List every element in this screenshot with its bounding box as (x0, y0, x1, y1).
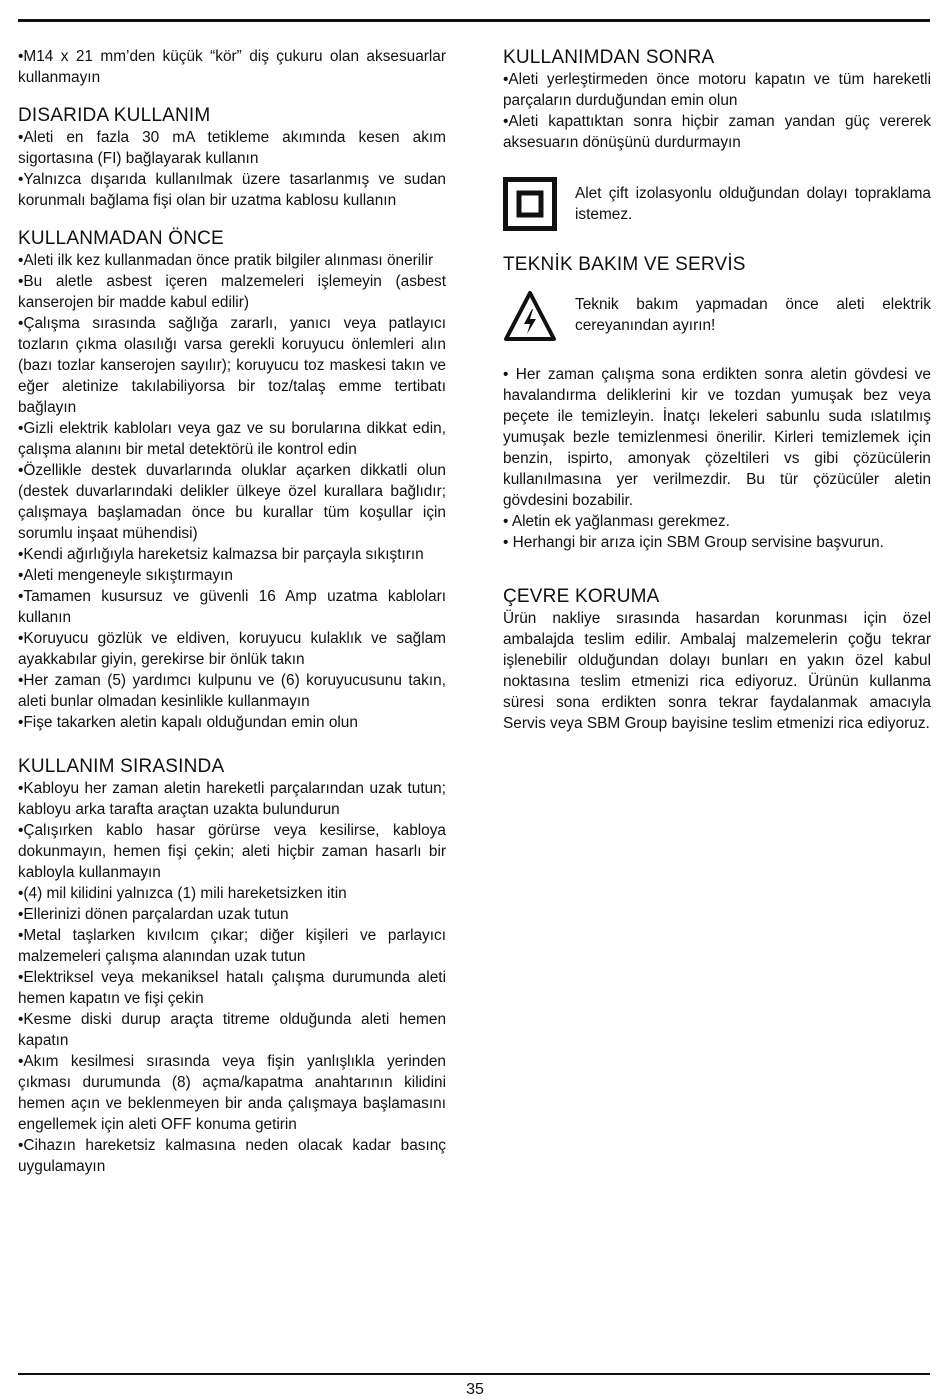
top-rule (18, 19, 930, 22)
list-item: •Yalnızca dışarıda kullanılmak üzere tasarlanmış ve sudan korunmalı bağlama fişi olan bir uzatma kablosu kullanın (18, 171, 446, 209)
list-item: • Aletin ek yağlanması gerekmez. (503, 513, 730, 530)
list-item: •Çalışma sırasında sağlığa zararlı, yanıcı veya patlayıcı tozların çıkma olasılığı varsa gerekli koruyucu önlemleri alın (bazı tozlar kanserojen sayılır); koruyucu toz maskesi takın ve eğer aletinize takılabiliyorsa bir toz/talaş emme tertibatı bağlayın (18, 315, 446, 416)
list-item: •Cihazın hareketsiz kalmasına neden olacak kadar basınç uygulamayın (18, 1137, 446, 1175)
list-item: •Fişe takarken aletin kapalı olduğundan emin olun (18, 714, 358, 731)
insulation-note: Alet çift izolasyonlu olduğundan dolayı topraklama istemez. (575, 185, 931, 223)
list-item: •Kabloyu her zaman aletin hareketli parçalarından uzak tutun; kabloyu arka tarafta araçtan uzakta bulundurun (18, 780, 446, 818)
list-item: • Her zaman çalışma sona erdikten sonra aletin gövdesi ve havalandırma deliklerini kir ve tozdan yumuşak bez veya peçete ile temizleyin. İnatçı lekeleri sabunlu suda ıslatılmış yumuşak bezle temizlenmesi önerilir. Kirleri temizlemek için benzin, ispirto, amonyak çözeltileri vs gibi çözücülerin kullanılmasına yer verilmezdir. Bu tür çözücüler aletin gövdesini bozabilir. (503, 366, 931, 509)
intro-section (18, 46, 446, 88)
warning-note: Teknik bakım yapmadan önce aleti elektrik cereyanından ayırın! (575, 296, 931, 334)
double-insulation-icon (503, 177, 557, 231)
list-item: •Ellerinizi dönen parçalardan uzak tutun (18, 906, 289, 923)
page-number: 35 (466, 1381, 484, 1398)
list-item: •Aleti ilk kez kullanmadan önce pratik bilgiler alınması önerilir (18, 252, 434, 269)
section-title-before-use: KULLANMADAN ÖNCE (18, 228, 224, 249)
section-title-after-use: KULLANIMDAN SONRA (503, 47, 715, 68)
right-column (503, 46, 931, 734)
list-item: •Kesme diski durup araçta titreme olduğunda aleti hemen kapatın (18, 1011, 446, 1049)
list-item: •Aleti en fazla 30 mA tetikleme akımında kesen akım sigortasına (FI) bağlayarak kullanın (18, 129, 446, 167)
list-item: •Bu aletle asbest içeren malzemeleri işlemeyin (asbest kanserojen bir madde kabul edilir) (18, 273, 446, 311)
warning-note-row (503, 290, 931, 344)
maintenance-section (503, 253, 931, 553)
before-use-section (18, 227, 446, 733)
list-item: •Aleti kapattıktan sonra hiçbir zaman yandan güç vererek aksesuarın dönüşünü durdurmayın (503, 113, 931, 151)
list-item: •Koruyucu gözlük ve eldiven, koruyucu kulaklık ve sağlam ayakkabılar giyin, gerekirse bir önlük takın (18, 630, 446, 668)
environment-section (503, 585, 931, 734)
list-item: •Akım kesilmesi sırasında veya fişin yanlışlıkla yerinden çıkması durumunda (8) açma/kapatma anahtarının kilidini hemen açın ve beklenmeyen bir anda çalışmaya başlamasını engellemek için aleti OFF konuma getirin (18, 1053, 446, 1133)
list-item: •Özellikle destek duvarlarında oluklar açarken dikkatli olun (destek duvarlarındaki delikler ülkeye özel kurallara bağlıdır; çalışmaya başlamadan önce bu kurallar tüm koşullar için sorumlu inşaat mühendisi) (18, 462, 446, 542)
insulation-note-row (503, 177, 931, 231)
list-item: •Kendi ağırlığıyla hareketsiz kalmazsa bir parçayla sıkıştırın (18, 546, 424, 563)
section-title-outdoor: DISARIDA KULLANIM (18, 105, 211, 126)
list-item: •Tamamen kusursuz ve güvenli 16 Amp uzatma kabloları kullanın (18, 588, 446, 626)
list-item: •Gizli elektrik kabloları veya gaz ve su borularına dikkat edin, çalışma alanını bir metal detektörü ile kontrol edin (18, 420, 446, 458)
list-item: •Elektriksel veya mekaniksel hatalı çalışma durumunda aleti hemen kapatın ve fişi çekin (18, 969, 446, 1007)
list-item: • Herhangi bir arıza için SBM Group servisine başvurun. (503, 534, 884, 551)
section-title-maintenance: TEKNİK BAKIM VE SERVİS (503, 254, 746, 275)
list-item: •(4) mil kilidini yalnızca (1) mili hareketsizken itin (18, 885, 347, 902)
list-item: •Metal taşlarken kıvılcım çıkar; diğer kişileri ve parlayıcı malzemeleri çalışma alanından uzak tutun (18, 927, 446, 965)
list-item: •Aleti mengeneyle sıkıştırmayın (18, 567, 233, 584)
section-title-during-use: KULLANIM SIRASINDA (18, 756, 225, 777)
environment-text: Ürün nakliye sırasında hasardan korunması için özel ambalajda teslim edilir. Ambalaj malzemelerin çoğu tekrar işlenebilir olduğundan dolayı bunları en yakın özel kabul noktasına teslim etmenizi rica ediyoruz. Ürünün kullanma süresi sona erdikten sonra tekrar faydalanmak amacıyla Servis veya SBM Group bayisine teslim etmenizi rica ediyoruz. (503, 610, 931, 732)
after-use-section (503, 46, 931, 231)
during-use-section (18, 755, 446, 1177)
list-item: •Çalışırken kablo hasar görürse veya kesilirse, kabloya dokunmayın, hemen fişi çekin; aleti hiçbir zaman hasarlı bir kabloyla kullanmayın (18, 822, 446, 881)
intro-item: •M14 x 21 mm’den küçük “kör” diş çukuru olan aksesuarlar kullanmayın (18, 48, 446, 86)
left-column (18, 46, 446, 1193)
outdoor-section (18, 104, 446, 211)
bottom-rule (18, 1373, 930, 1375)
section-title-environment: ÇEVRE KORUMA (503, 586, 660, 607)
electric-hazard-icon (503, 290, 557, 344)
list-item: •Aleti yerleştirmeden önce motoru kapatın ve tüm hareketli parçaların durduğundan emin olun (503, 71, 931, 109)
list-item: •Her zaman (5) yardımcı kulpunu ve (6) koruyucusunu takın, aleti bunlar olmadan kesinlikle kullanmayın (18, 672, 446, 710)
